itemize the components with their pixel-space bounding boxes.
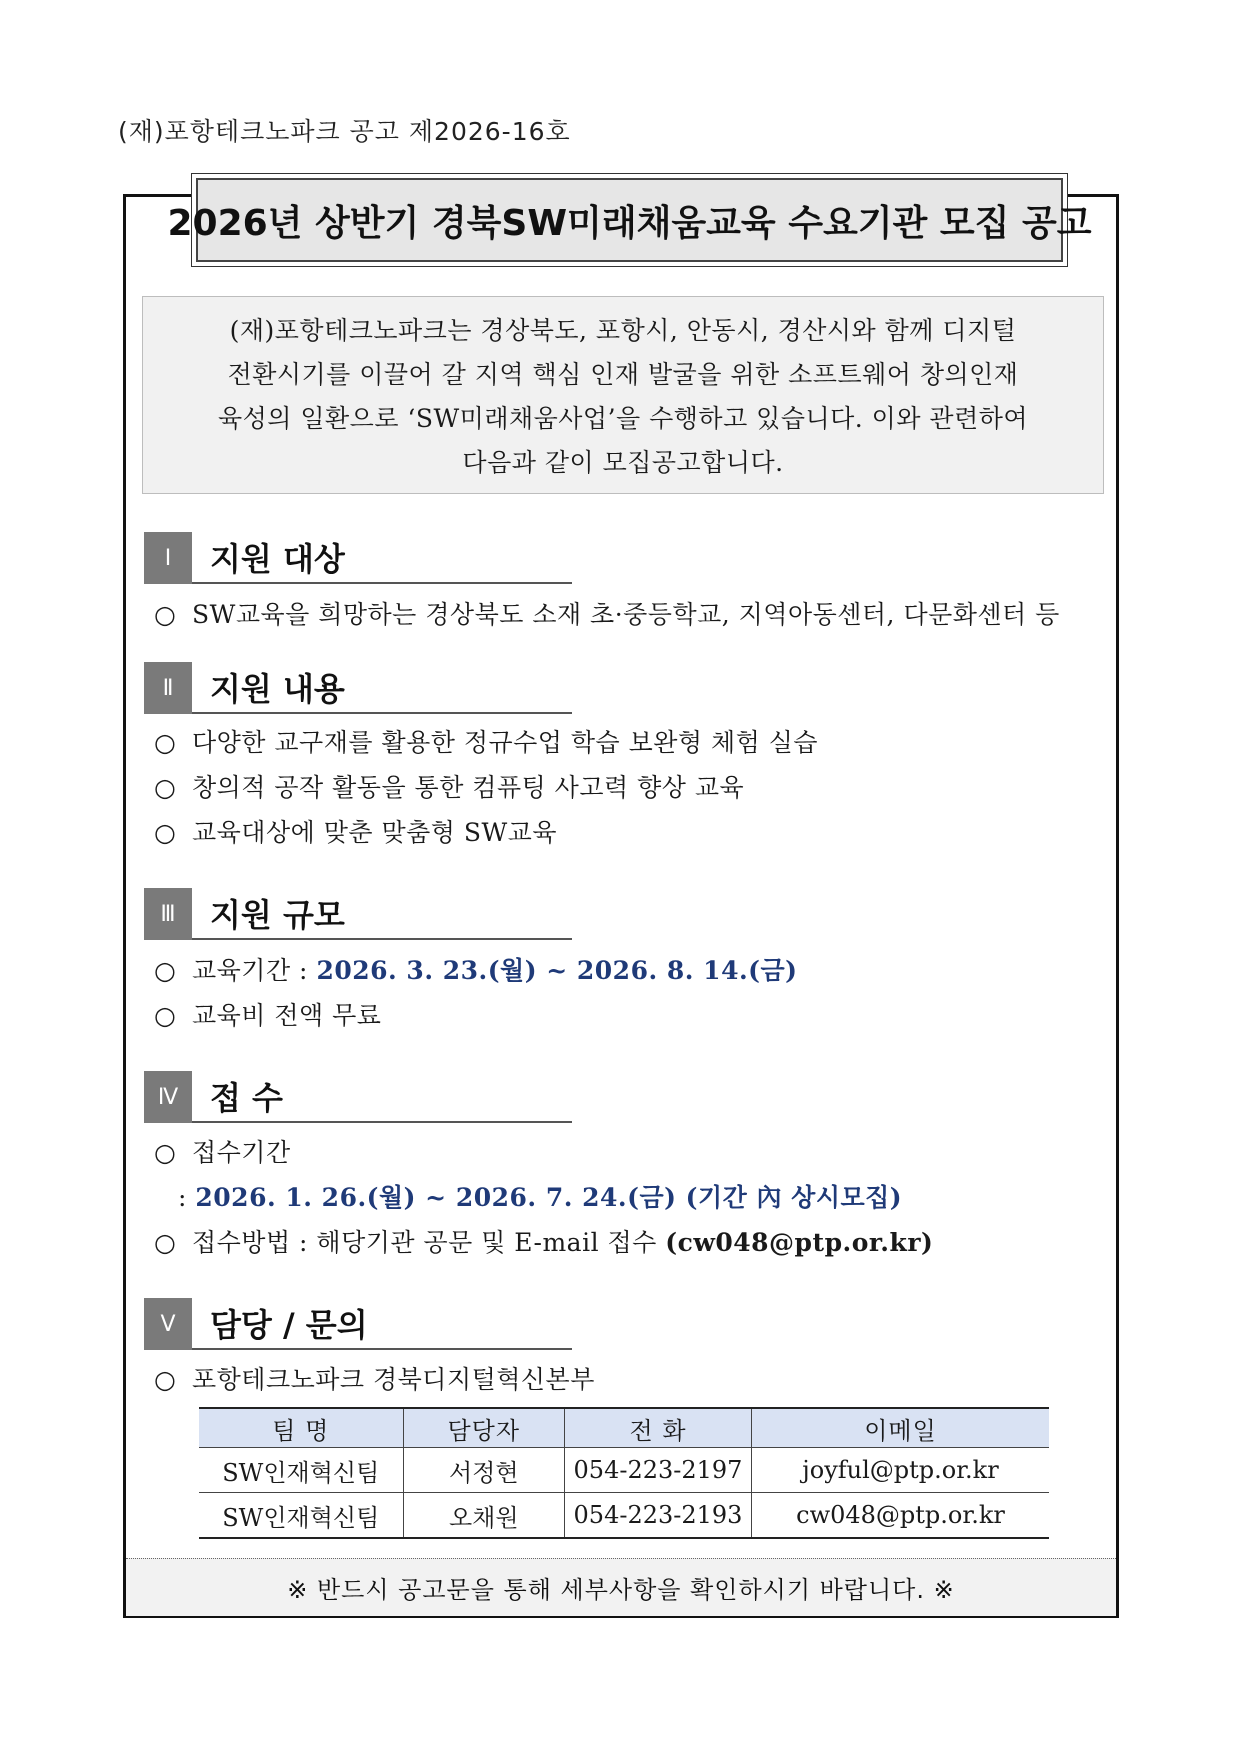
email-cell[interactable]: joyful@ptp.or.kr	[752, 1448, 1050, 1493]
list-item: ○ 교육대상에 맞춘 맞춤형 SW교육	[154, 818, 557, 847]
section-header-contact	[144, 1298, 572, 1350]
team-cell: SW인재혁신팀	[199, 1448, 403, 1493]
list-item: ○ 접수기간	[154, 1138, 291, 1167]
contact-table	[199, 1407, 1049, 1539]
column-header: 담당자	[403, 1408, 565, 1448]
section-underline	[192, 1348, 572, 1350]
section-number: Ⅳ	[144, 1071, 192, 1123]
bullet-icon: ○	[154, 728, 177, 757]
education-period: 2026. 3. 23.(월) ~ 2026. 8. 14.(금)	[316, 956, 798, 985]
list-item: ○ 창의적 공작 활동을 통한 컴퓨팅 사고력 향상 교육	[154, 773, 745, 802]
section-underline	[192, 938, 572, 940]
person-cell: 오채원	[403, 1493, 565, 1539]
section-title: 담당 / 문의	[210, 1306, 368, 1344]
list-item: ○ 교육기간 : 2026. 3. 23.(월) ~ 2026. 8. 14.(금)	[154, 956, 798, 985]
person-cell: 서정현	[403, 1448, 565, 1493]
section-number: Ⅴ	[144, 1298, 192, 1350]
section-underline	[192, 712, 572, 714]
section-header-content	[144, 662, 572, 714]
column-header: 팀 명	[199, 1408, 403, 1448]
section-number: Ⅲ	[144, 888, 192, 940]
bullet-icon: ○	[154, 773, 177, 802]
list-item: ○ 접수방법 : 해당기관 공문 및 E-mail 접수 (cw048@ptp.or.kr)	[154, 1228, 934, 1257]
list-item: ○ SW교육을 희망하는 경상북도 소재 초·중등학교, 지역아동센터, 다문화센터 등	[154, 600, 1060, 629]
section-title: 지원 대상	[210, 540, 345, 578]
footer-note: ※ 반드시 공고문을 통해 세부사항을 확인하시기 바랍니다. ※	[126, 1558, 1116, 1616]
phone-cell: 054-223-2197	[565, 1448, 752, 1493]
intro-line: (재)포항테크노파크는 경상북도, 포항시, 안동시, 경산시와 함께 디지털	[229, 316, 1017, 345]
application-email[interactable]: (cw048@ptp.or.kr)	[665, 1228, 934, 1257]
table-header-row	[199, 1408, 1049, 1448]
intro-box	[142, 296, 1104, 494]
list-item: ○ 교육비 전액 무료	[154, 1001, 382, 1030]
bullet-icon: ○	[154, 1138, 177, 1167]
intro-line: 전환시기를 이끌어 갈 지역 핵심 인재 발굴을 위한 소프트웨어 창의인재	[227, 360, 1019, 389]
list-item: ○ 포항테크노파크 경북디지털혁신본부	[154, 1365, 595, 1394]
section-header-application	[144, 1071, 572, 1123]
bullet-icon: ○	[154, 1001, 177, 1030]
page-title: 2026년 상반기 경북SW미래채움교육 수요기관 모집 공고	[196, 178, 1063, 262]
section-title: 지원 규모	[210, 896, 345, 934]
email-cell[interactable]: cw048@ptp.or.kr	[752, 1493, 1050, 1539]
section-underline	[192, 582, 572, 584]
section-number: Ⅰ	[144, 532, 192, 584]
bullet-icon: ○	[154, 1365, 177, 1394]
title-box	[167, 173, 1092, 267]
section-header-scale	[144, 888, 572, 940]
list-item: ○ 다양한 교구재를 활용한 정규수업 학습 보완형 체험 실습	[154, 728, 819, 757]
table-row	[199, 1448, 1049, 1493]
bullet-icon: ○	[154, 818, 177, 847]
notice-number: (재)포항테크노파크 공고 제2026-16호	[118, 117, 571, 146]
bullet-icon: ○	[154, 956, 177, 985]
section-header-target	[144, 532, 572, 584]
intro-line: 육성의 일환으로 ‘SW미래채움사업’을 수행하고 있습니다. 이와 관련하여	[217, 404, 1029, 433]
section-number: Ⅱ	[144, 662, 192, 714]
phone-cell: 054-223-2193	[565, 1493, 752, 1539]
section-underline	[192, 1121, 572, 1123]
intro-line: 다음과 같이 모집공고합니다.	[462, 448, 784, 477]
table-row	[199, 1493, 1049, 1539]
section-title: 지원 내용	[210, 670, 345, 708]
team-cell: SW인재혁신팀	[199, 1493, 403, 1539]
column-header: 이메일	[752, 1408, 1050, 1448]
application-period: 2026. 1. 26.(월) ~ 2026. 7. 24.(금) (기간 內 상시모집)	[195, 1183, 903, 1212]
list-item: : 2026. 1. 26.(월) ~ 2026. 7. 24.(금) (기간 內 상시모집)	[178, 1183, 903, 1212]
column-header: 전 화	[565, 1408, 752, 1448]
bullet-icon: ○	[154, 600, 177, 629]
bullet-icon: ○	[154, 1228, 177, 1257]
section-title: 접 수	[210, 1079, 283, 1117]
